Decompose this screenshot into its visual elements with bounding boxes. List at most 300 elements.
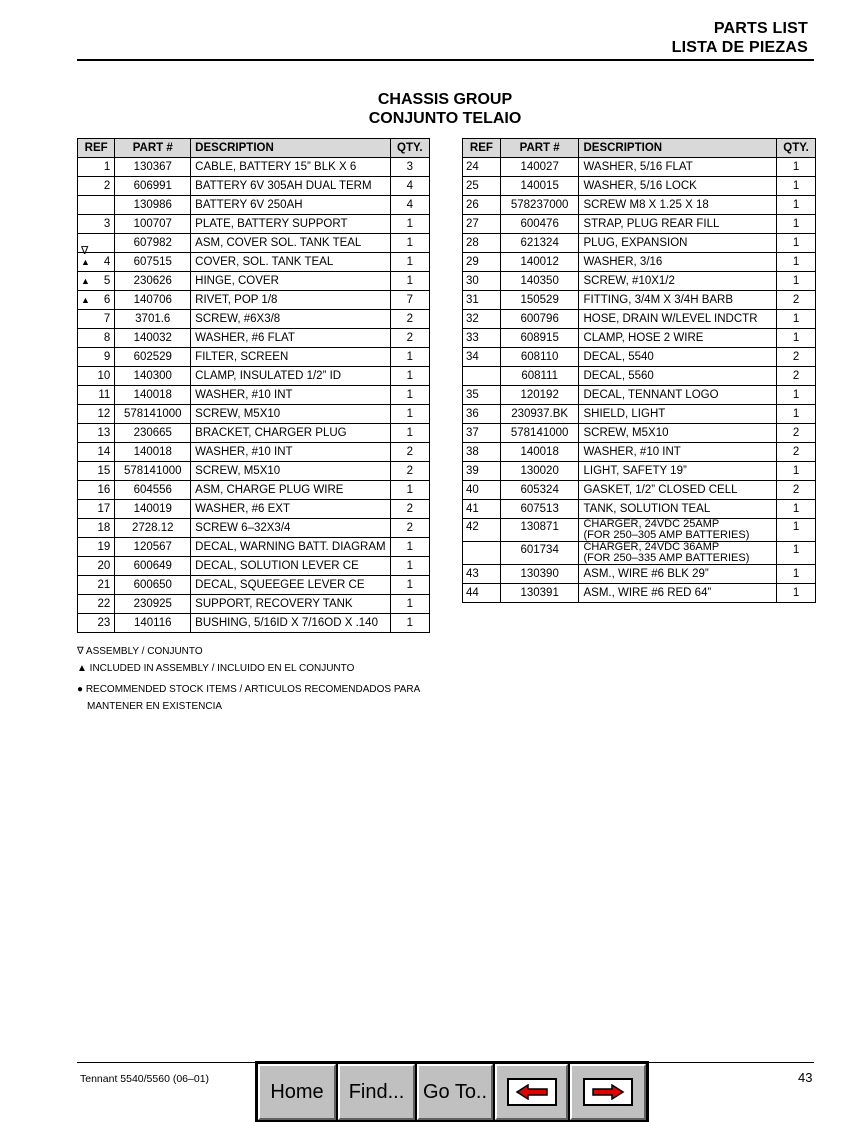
table-row	[78, 329, 430, 348]
col-part: PART #	[115, 139, 191, 158]
description	[579, 215, 777, 234]
header-divider	[77, 59, 814, 61]
description-line: SCREW, #10X1/2	[583, 274, 675, 287]
part-number: 578141000	[115, 462, 191, 481]
part-number: 607515	[115, 253, 191, 272]
description-line: FITTING, 3/4M X 3/4H BARB	[583, 293, 734, 306]
part-number: 230665	[115, 424, 191, 443]
group-title-en: CHASSIS GROUP	[377, 91, 513, 108]
table-row	[463, 272, 816, 291]
part-number: 608110	[500, 348, 579, 367]
group-title-es: CONJUNTO TELAIO	[368, 110, 522, 127]
ref-cell	[78, 234, 115, 257]
description-line: STRAP, PLUG REAR FILL	[583, 217, 720, 230]
part-number: 100707	[115, 215, 191, 234]
description	[579, 348, 777, 367]
quantity: 7	[390, 291, 429, 310]
quantity: 1	[777, 405, 816, 424]
col-description: DESCRIPTION	[191, 139, 390, 158]
ref-number: 35	[463, 386, 501, 405]
description: DECAL, SOLUTION LEVER CE	[191, 557, 390, 576]
ref-cell	[78, 519, 115, 538]
part-number: 608111	[500, 367, 579, 386]
description: ASM, CHARGE PLUG WIRE	[191, 481, 390, 500]
part-number: 150529	[500, 291, 579, 310]
description: RIVET, POP 1/8	[191, 291, 390, 310]
part-number: 140032	[115, 329, 191, 348]
table-row	[78, 177, 430, 196]
description: COVER, SOL. TANK TEAL	[191, 253, 390, 272]
table-row	[78, 462, 430, 481]
quantity: 1	[390, 386, 429, 405]
table-row	[463, 519, 816, 542]
goto-button[interactable]: Go To..	[417, 1064, 493, 1120]
ref-number: 23	[97, 616, 111, 629]
description	[579, 253, 777, 272]
description-note: (FOR 250–305 AMP BATTERIES)	[583, 529, 750, 541]
included-marker-icon: ▲	[81, 275, 90, 286]
description: SCREW, M5X10	[191, 405, 390, 424]
description	[579, 234, 777, 253]
quantity: 1	[777, 542, 816, 565]
ref-number: 1	[103, 160, 111, 173]
part-number: 140300	[115, 367, 191, 386]
quantity: 2	[390, 443, 429, 462]
description: BUSHING, 5/16ID X 7/16OD X .140	[191, 614, 390, 633]
legend-notes	[77, 643, 420, 715]
ref-number: 21	[97, 578, 111, 591]
part-number: 140015	[500, 177, 579, 196]
description: WASHER, #10 INT	[191, 443, 390, 462]
table-row	[78, 500, 430, 519]
table-row	[78, 557, 430, 576]
table-row	[463, 367, 816, 386]
note-recommended-cont: MANTENER EN EXISTENCIA	[87, 701, 223, 712]
description: HINGE, COVER	[191, 272, 390, 291]
description	[579, 565, 777, 584]
table-row	[463, 565, 816, 584]
description	[579, 462, 777, 481]
ref-number: 28	[463, 234, 501, 253]
page-number: 43	[798, 1070, 813, 1085]
table-row	[78, 405, 430, 424]
ref-cell	[78, 462, 115, 481]
parts-table-left	[77, 138, 430, 633]
ref-number: 16	[97, 483, 111, 496]
ref-number: 34	[463, 348, 501, 367]
table-row	[78, 595, 430, 614]
quantity: 1	[777, 158, 816, 177]
next-page-button[interactable]	[570, 1064, 646, 1120]
description-line: DECAL, TENNANT LOGO	[583, 388, 719, 401]
part-number: 140027	[500, 158, 579, 177]
quantity: 1	[777, 462, 816, 481]
table-row	[463, 405, 816, 424]
ref-number: 27	[463, 215, 501, 234]
ref-cell	[78, 481, 115, 500]
header-subtitle: LISTA DE PIEZAS	[671, 39, 808, 56]
description	[579, 519, 777, 542]
quantity: 2	[390, 519, 429, 538]
description	[579, 291, 777, 310]
ref-number: 3	[103, 217, 111, 230]
table-row	[78, 481, 430, 500]
ref-cell	[78, 348, 115, 367]
part-number: 578141000	[500, 424, 579, 443]
table-row	[78, 196, 430, 215]
quantity: 1	[390, 215, 429, 234]
table-row	[463, 158, 816, 177]
table-row	[78, 272, 430, 291]
part-number: 230626	[115, 272, 191, 291]
ref-cell	[78, 272, 115, 291]
navigation-bar	[255, 1061, 649, 1122]
description: BATTERY 6V 305AH DUAL TERM	[191, 177, 390, 196]
description	[579, 405, 777, 424]
table-row	[463, 177, 816, 196]
table-row	[78, 424, 430, 443]
description	[579, 443, 777, 462]
quantity: 1	[390, 348, 429, 367]
left-arrow-icon	[507, 1078, 557, 1106]
ref-number: 37	[463, 424, 501, 443]
table-row	[463, 386, 816, 405]
table-row	[78, 291, 430, 310]
description: SCREW, M5X10	[191, 462, 390, 481]
ref-number: 5	[103, 274, 111, 287]
part-number: 140018	[115, 386, 191, 405]
part-number: 130367	[115, 158, 191, 177]
table-row	[463, 310, 816, 329]
ref-number: 32	[463, 310, 501, 329]
ref-number: 31	[463, 291, 501, 310]
part-number: 600476	[500, 215, 579, 234]
note-recommended: ● RECOMMENDED STOCK ITEMS / ARTICULOS RECOMENDADOS PARA	[77, 684, 421, 695]
table-row	[463, 196, 816, 215]
part-number: 601734	[500, 542, 579, 565]
quantity: 2	[390, 310, 429, 329]
ref-number: 25	[463, 177, 501, 196]
description: BATTERY 6V 250AH	[191, 196, 390, 215]
part-number: 140018	[500, 443, 579, 462]
quantity: 1	[777, 272, 816, 291]
part-number: 140012	[500, 253, 579, 272]
description	[579, 177, 777, 196]
ref-cell	[78, 158, 115, 177]
part-number: 230937.BK	[500, 405, 579, 424]
description-line: CHARGER, 24VDC 25AMP	[583, 518, 720, 530]
ref-number: 2	[103, 179, 111, 192]
ref-number: 6	[103, 293, 111, 306]
description-line: WASHER, 5/16 LOCK	[583, 179, 697, 192]
part-number: 607513	[500, 500, 579, 519]
ref-number: 11	[98, 388, 111, 401]
description	[579, 272, 777, 291]
table-row	[463, 329, 816, 348]
ref-number: 36	[463, 405, 501, 424]
part-number: 140116	[115, 614, 191, 633]
col-ref: REF	[78, 139, 115, 158]
description-line: ASM., WIRE #6 BLK 29”	[583, 567, 709, 580]
ref-cell	[78, 576, 115, 595]
description: CABLE, BATTERY 15” BLK X 6	[191, 158, 390, 177]
quantity: 1	[777, 310, 816, 329]
included-marker-icon: ▲	[81, 294, 90, 305]
ref-number: 10	[97, 369, 111, 382]
ref-cell	[78, 557, 115, 576]
group-title	[0, 90, 866, 128]
table-row	[463, 542, 816, 565]
table-row	[78, 253, 430, 272]
description: BRACKET, CHARGER PLUG	[191, 424, 390, 443]
quantity: 1	[777, 215, 816, 234]
description-note: (FOR 250–335 AMP BATTERIES)	[583, 552, 750, 564]
quantity: 1	[390, 538, 429, 557]
quantity: 1	[777, 177, 816, 196]
quantity: 2	[390, 329, 429, 348]
quantity: 4	[390, 177, 429, 196]
quantity: 1	[390, 481, 429, 500]
description	[579, 584, 777, 603]
ref-number: 17	[97, 502, 111, 515]
description	[579, 367, 777, 386]
included-marker-icon: ▲	[81, 256, 90, 267]
description	[579, 386, 777, 405]
ref-number: 13	[97, 426, 111, 439]
table-row	[78, 386, 430, 405]
part-number: 140019	[115, 500, 191, 519]
ref-cell	[78, 424, 115, 443]
quantity: 1	[777, 386, 816, 405]
quantity: 1	[390, 367, 429, 386]
ref-cell	[78, 329, 115, 348]
table-row	[463, 584, 816, 603]
ref-cell	[78, 538, 115, 557]
part-number: 604556	[115, 481, 191, 500]
table-row	[463, 215, 816, 234]
description-line: SHIELD, LIGHT	[583, 407, 666, 420]
description-line: HOSE, DRAIN W/LEVEL INDCTR	[583, 312, 758, 325]
part-number: 605324	[500, 481, 579, 500]
table-row	[78, 576, 430, 595]
description	[579, 158, 777, 177]
description-line: SCREW, M5X10	[583, 426, 669, 439]
ref-number: 18	[97, 521, 111, 534]
description	[579, 542, 777, 565]
description-line: PLUG, EXPANSION	[583, 236, 688, 249]
ref-number: 29	[463, 253, 501, 272]
description-line: TANK, SOLUTION TEAL	[583, 502, 711, 515]
ref-cell	[78, 196, 115, 215]
quantity: 1	[777, 519, 816, 542]
ref-number: 42	[463, 519, 501, 542]
ref-number: 15	[97, 464, 111, 477]
description-line: WASHER, 3/16	[583, 255, 663, 268]
ref-number: 26	[463, 196, 501, 215]
description	[579, 310, 777, 329]
ref-number	[463, 542, 501, 565]
part-number: 130986	[115, 196, 191, 215]
part-number: 600796	[500, 310, 579, 329]
table-row	[78, 234, 430, 253]
quantity: 1	[390, 576, 429, 595]
description	[579, 424, 777, 443]
description: DECAL, SQUEEGEE LEVER CE	[191, 576, 390, 595]
description: WASHER, #6 EXT	[191, 500, 390, 519]
table-row	[78, 519, 430, 538]
table-row	[78, 310, 430, 329]
note-included: ▲ INCLUDED IN ASSEMBLY / INCLUIDO EN EL CONJUNTO	[77, 663, 355, 674]
table-row	[463, 424, 816, 443]
page-header	[672, 19, 808, 57]
ref-cell	[78, 253, 115, 272]
description	[579, 196, 777, 215]
ref-number: 43	[463, 565, 501, 584]
part-number: 621324	[500, 234, 579, 253]
part-number: 600649	[115, 557, 191, 576]
ref-number: 33	[463, 329, 501, 348]
quantity: 3	[390, 158, 429, 177]
description: PLATE, BATTERY SUPPORT	[191, 215, 390, 234]
table-row	[78, 614, 430, 633]
note-assembly: ∇ ASSEMBLY / CONJUNTO	[77, 646, 203, 657]
table-row	[463, 462, 816, 481]
quantity: 1	[777, 234, 816, 253]
description-line: WASHER, #10 INT	[583, 445, 681, 458]
ref-number: 24	[463, 158, 501, 177]
ref-number: 39	[463, 462, 501, 481]
ref-cell	[78, 405, 115, 424]
ref-number: 40	[463, 481, 501, 500]
right-arrow-icon	[583, 1078, 633, 1106]
header-title: PARTS LIST	[713, 20, 808, 37]
table-row	[463, 234, 816, 253]
part-number: 130391	[500, 584, 579, 603]
ref-number: 22	[97, 597, 111, 610]
description-line: WASHER, 5/16 FLAT	[583, 160, 693, 173]
col-qty: QTY.	[390, 139, 429, 158]
description: SCREW, #6X3/8	[191, 310, 390, 329]
description: DECAL, WARNING BATT. DIAGRAM	[191, 538, 390, 557]
quantity: 1	[777, 329, 816, 348]
quantity: 1	[390, 405, 429, 424]
part-number: 607982	[115, 234, 191, 253]
ref-number: 44	[463, 584, 501, 603]
assembly-marker-icon: ∇	[81, 245, 89, 257]
ref-cell	[78, 386, 115, 405]
part-number: 2728.12	[115, 519, 191, 538]
table-row	[463, 348, 816, 367]
previous-page-button[interactable]	[495, 1064, 568, 1120]
ref-cell	[78, 500, 115, 519]
quantity: 1	[777, 196, 816, 215]
col-ref: REF	[463, 139, 501, 158]
description: WASHER, #6 FLAT	[191, 329, 390, 348]
ref-cell	[78, 177, 115, 196]
description: CLAMP, INSULATED 1/2” ID	[191, 367, 390, 386]
ref-number: 4	[103, 255, 111, 268]
parts-table-right	[462, 138, 816, 603]
description: WASHER, #10 INT	[191, 386, 390, 405]
table-row	[78, 538, 430, 557]
part-number: 130020	[500, 462, 579, 481]
ref-cell	[78, 443, 115, 462]
ref-cell	[78, 215, 115, 234]
description-line: GASKET, 1/2” CLOSED CELL	[583, 483, 738, 496]
table-row	[463, 481, 816, 500]
part-number: 578141000	[115, 405, 191, 424]
quantity: 2	[777, 348, 816, 367]
ref-number	[463, 367, 501, 386]
quantity: 1	[777, 500, 816, 519]
quantity: 1	[777, 253, 816, 272]
home-button[interactable]: Home	[258, 1064, 336, 1120]
description	[579, 481, 777, 500]
ref-number: 20	[97, 559, 111, 572]
ref-number: 30	[463, 272, 501, 291]
ref-number: 7	[103, 312, 111, 325]
quantity: 2	[390, 500, 429, 519]
ref-number: 38	[463, 443, 501, 462]
description-line: DECAL, 5540	[583, 350, 654, 363]
part-number: 130871	[500, 519, 579, 542]
quantity: 2	[777, 443, 816, 462]
quantity: 1	[390, 272, 429, 291]
part-number: 130390	[500, 565, 579, 584]
part-number: 600650	[115, 576, 191, 595]
table-row	[463, 500, 816, 519]
description: SUPPORT, RECOVERY TANK	[191, 595, 390, 614]
part-number: 230925	[115, 595, 191, 614]
description-line: LIGHT, SAFETY 19”	[583, 464, 687, 477]
table-header-row	[463, 139, 816, 158]
part-number: 606991	[115, 177, 191, 196]
table-header-row	[78, 139, 430, 158]
description: SCREW 6–32X3/4	[191, 519, 390, 538]
table-row	[463, 443, 816, 462]
quantity: 1	[390, 234, 429, 253]
ref-cell	[78, 595, 115, 614]
find-button[interactable]: Find...	[338, 1064, 415, 1120]
ref-number: 9	[103, 350, 111, 363]
footer-doc-id: Tennant 5540/5560 (06–01)	[80, 1073, 210, 1085]
quantity: 2	[777, 481, 816, 500]
ref-cell	[78, 310, 115, 329]
quantity: 1	[390, 253, 429, 272]
table-row	[78, 367, 430, 386]
table-row	[78, 158, 430, 177]
part-number: 578237000	[500, 196, 579, 215]
description: FILTER, SCREEN	[191, 348, 390, 367]
col-qty: QTY.	[777, 139, 816, 158]
part-number: 120567	[115, 538, 191, 557]
col-part: PART #	[500, 139, 579, 158]
quantity: 1	[777, 565, 816, 584]
ref-number: 12	[97, 407, 111, 420]
ref-cell	[78, 291, 115, 310]
table-row	[463, 291, 816, 310]
description: ASM, COVER SOL. TANK TEAL	[191, 234, 390, 253]
description-line: ASM., WIRE #6 RED 64”	[583, 586, 712, 599]
table-row	[78, 443, 430, 462]
quantity: 1	[390, 557, 429, 576]
description-line: DECAL, 5560	[583, 369, 654, 382]
quantity: 1	[390, 614, 429, 633]
quantity: 1	[777, 584, 816, 603]
part-number: 3701.6	[115, 310, 191, 329]
quantity: 2	[777, 291, 816, 310]
description-line: SCREW M8 X 1.25 X 18	[583, 198, 709, 211]
